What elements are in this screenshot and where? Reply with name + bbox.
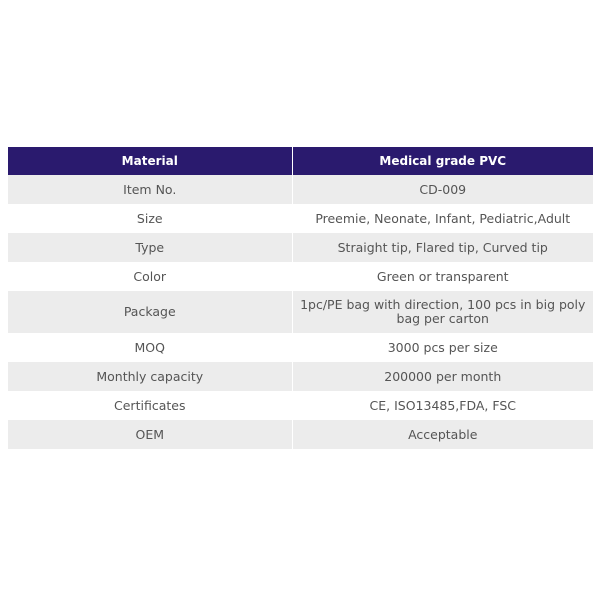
table-header-row	[8, 147, 593, 175]
table-row	[8, 291, 593, 333]
header-material-value: Medical grade PVC	[292, 147, 593, 175]
row-value: 3000 pcs per size	[292, 333, 593, 362]
row-value: Acceptable	[292, 420, 593, 449]
row-value: CD-009	[292, 175, 593, 204]
row-label: Type	[8, 233, 292, 262]
row-label: MOQ	[8, 333, 292, 362]
table-row	[8, 362, 593, 391]
row-label: Certificates	[8, 391, 292, 420]
table-row	[8, 204, 593, 233]
table-row	[8, 233, 593, 262]
row-value: CE, ISO13485,FDA, FSC	[292, 391, 593, 420]
row-label: Item No.	[8, 175, 292, 204]
row-label: OEM	[8, 420, 292, 449]
table-row	[8, 420, 593, 449]
header-material: Material	[8, 147, 292, 175]
row-value: 1pc/PE bag with direction, 100 pcs in big poly bag per carton	[292, 291, 593, 333]
row-value: 200000 per month	[292, 362, 593, 391]
row-label: Color	[8, 262, 292, 291]
row-label: Package	[8, 291, 292, 333]
row-label: Size	[8, 204, 292, 233]
row-label: Monthly capacity	[8, 362, 292, 391]
table-row	[8, 175, 593, 204]
row-value: Straight tip, Flared tip, Curved tip	[292, 233, 593, 262]
table-row	[8, 333, 593, 362]
row-value: Green or transparent	[292, 262, 593, 291]
table-row	[8, 391, 593, 420]
row-value: Preemie, Neonate, Infant, Pediatric,Adult	[292, 204, 593, 233]
spec-table	[8, 147, 593, 449]
table-row	[8, 262, 593, 291]
